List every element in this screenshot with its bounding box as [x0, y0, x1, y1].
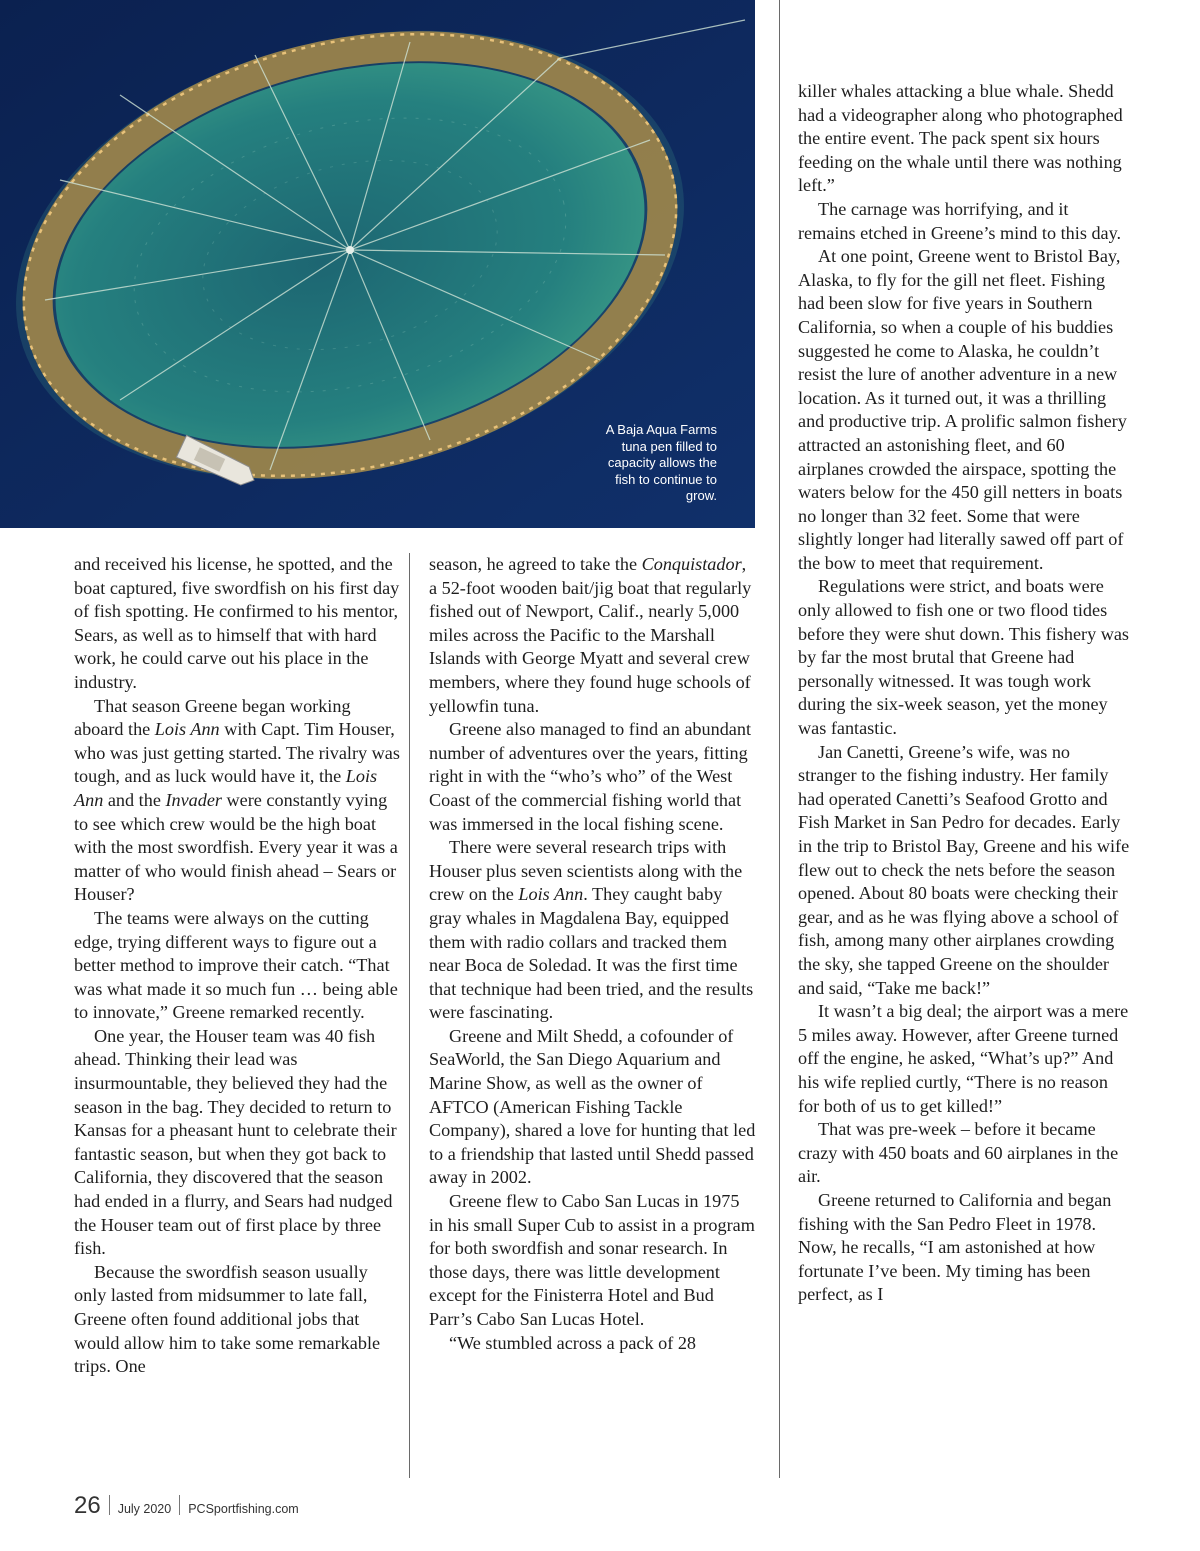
paragraph-text: At one point, Greene went to Bristol Bay, Alaska, to fly for the gill net fleet. Fishing had been slow for five years in Southern California, so when a couple of his buddies suggested he come to Alaska, he couldn’t resist the lure of another adventure in a new location. As it turned out, it was a thrilling and productive trip. A prolific salmon fishery attracted an astonishing fleet, and 60 airplanes crowded the airspace, spotting the waters below for the 450 gill netters in boats no longer than 32 feet. Some that were slightly longer had literally sawed off part of the bow to meet that requirement. [798, 246, 1127, 573]
paragraph-text: That season Greene began working aboard the [74, 695, 351, 740]
article-paragraph [429, 718, 757, 836]
paragraph-text: and the [103, 789, 166, 810]
column-divider [779, 0, 780, 1478]
paragraph-text: season, he agreed to take the [429, 554, 642, 574]
paragraph-text: Greene also managed to find an abundant number of adventures over the years, fitting right in with the “who’s who” of the West Coast of the commercial fishing world that was immersed in the local fishing scene. [429, 719, 752, 834]
article-column-1 [74, 553, 402, 1379]
paragraph-text: The teams were always on the cutting edge, trying different ways to figure out a better method to improve their catch. “That was what made it so much fun … being able to innovate,” Greene remarked recently. [74, 907, 398, 1023]
article-paragraph [798, 1189, 1130, 1307]
paragraph-text: There were several research trips with Houser plus seven scientists along with the crew on the [429, 837, 743, 905]
paragraph-text: Jan Canetti, Greene’s wife, was no stranger to the fishing industry. Her family had operated Canetti’s Seafood Grotto and Fish Market in San Pedro for decades. Early in the trip to Bristol Bay, Greene and his wife flew out to check the nets before the season opened. About 80 boats were checking their gear, and as he was flying above a school of fish, among many other airplanes crowding the sky, she tapped Greene on the shoulder and said, “Take me back!” [798, 741, 1130, 998]
paragraph-text: That was pre-week – before it became crazy with 450 boats and 60 airplanes in the air. [798, 1119, 1119, 1187]
article-paragraph [74, 907, 402, 1025]
article-column-2 [429, 553, 757, 1355]
article-paragraph [798, 245, 1130, 575]
paragraph-text: Greene flew to Cabo San Lucas in 1975 in his small Super Cub to assist in a program for both swordfish and sonar research. In those days, there was little development except for the Finisterra Hotel and Bud Parr’s Cabo San Lucas Hotel. [429, 1191, 755, 1329]
boat-name: Invader [165, 789, 222, 810]
article-paragraph [798, 575, 1130, 740]
paragraph-text: killer whales attacking a blue whale. Shedd had a videographer along who photographed the entire event. The pack spent six hours feeding on the whale until there was nothing left.” [798, 81, 1123, 196]
article-paragraph [429, 1332, 757, 1356]
boat-name: Lois Ann [154, 719, 220, 740]
article-paragraph [798, 741, 1130, 1001]
paragraph-text: Greene and Milt Shedd, a cofounder of SeaWorld, the San Diego Aquarium and Marine Show, as well as the owner of AFTCO (American Fishing Tackle Company), shared a love for hunting that led to a friendship that lasted until Shedd passed away in 2002. [429, 1025, 756, 1188]
footer-divider [179, 1495, 180, 1515]
page-number: 26 [74, 1492, 101, 1519]
article-paragraph [798, 1000, 1130, 1118]
paragraph-text: The carnage was horrifying, and it remains etched in Greene’s mind to this day. [798, 198, 1122, 243]
tuna-pen-photo [0, 0, 755, 528]
paragraph-text: One year, the Houser team was 40 fish ahead. Thinking their lead was insurmountable, they believed they had the season in the bag. They decided to return to Kansas for a pheasant hunt to celebrate their fantastic season, but when they got back to California, they discovered that the season had ended in a flurry, and Sears had nudged the Houser team out of first place by three fish. [74, 1025, 397, 1259]
paragraph-text: Because the swordfish season usually only lasted from midsummer to late fall, Greene often found additional jobs that would allow him to take some remarkable trips. One [74, 1261, 381, 1377]
article-paragraph [429, 1025, 757, 1190]
article-paragraph [798, 1118, 1130, 1189]
article-paragraph [429, 1190, 757, 1332]
paragraph-text: “We stumbled across a pack of 28 [449, 1332, 697, 1353]
issue-date: July 2020 [117, 1502, 172, 1516]
article-paragraph [74, 553, 402, 695]
article-paragraph [798, 80, 1130, 198]
article-paragraph [429, 836, 757, 1025]
website-link[interactable]: PCSportfishing.com [188, 1502, 299, 1516]
boat-name: Lois Ann [518, 884, 584, 905]
paragraph-text: It wasn’t a big deal; the airport was a mere 5 miles away. However, after Greene turned off the engine, he asked, “What’s up?” And his wife replied curtly, “There is no reason for both of us to get killed!” [798, 1001, 1129, 1116]
page-footer [74, 1492, 299, 1522]
article-paragraph [429, 553, 757, 718]
paragraph-text: , a 52-foot wooden bait/jig boat that regularly fished out of Newport, Calif., nearly 5,000 miles across the Pacific to the Marshall Islands with George Myatt and several crew members, where they found huge schools of yellowfin tuna. [429, 554, 752, 716]
paragraph-text: were constantly vying to see which crew would be the high boat with the most swordfish. Every year it was a matter of who would finish ahead – Sears or Houser? [74, 789, 398, 905]
article-paragraph [798, 198, 1130, 245]
column-divider [409, 553, 410, 1478]
paragraph-text: with Capt. Tim Houser, who was just getting started. The rivalry was tough, and as luck would have it, the [74, 719, 400, 787]
article-paragraph [74, 1261, 402, 1379]
paragraph-text: Greene returned to California and began fishing with the San Pedro Fleet in 1978. Now, he recalls, “I am astonished at how fortunate I’ve been. My timing has been perfect, as I [798, 1189, 1112, 1305]
boat-name: Conquistador [641, 554, 742, 574]
paragraph-text: and received his license, he spotted, and the boat captured, five swordfish on his first day of fish spotting. He confirmed to his mentor, Sears, as well as to himself that with hard work, he could carve out his place in the industry. [74, 554, 400, 692]
paragraph-text: . They caught baby gray whales in Magdalena Bay, equipped them with radio collars and tracked them near Boca de Soledad. It was the first time that technique had been tried, and the results were fascinating. [429, 884, 754, 1023]
article-paragraph [74, 1025, 402, 1261]
footer-divider [109, 1495, 110, 1515]
boat-name: Lois Ann [74, 766, 378, 810]
photo-caption: A Baja Aqua Farms tuna pen filled to capacity allows the fish to continue to grow. [605, 422, 717, 503]
article-paragraph [74, 695, 402, 907]
paragraph-text: Regulations were strict, and boats were only allowed to fish one or two flood tides before they were shut down. This fishery was by far the most brutal that Greene had personally witnessed. It was tough work during the six-week season, yet the money was fantastic. [798, 576, 1129, 739]
article-column-3 [798, 80, 1130, 1307]
